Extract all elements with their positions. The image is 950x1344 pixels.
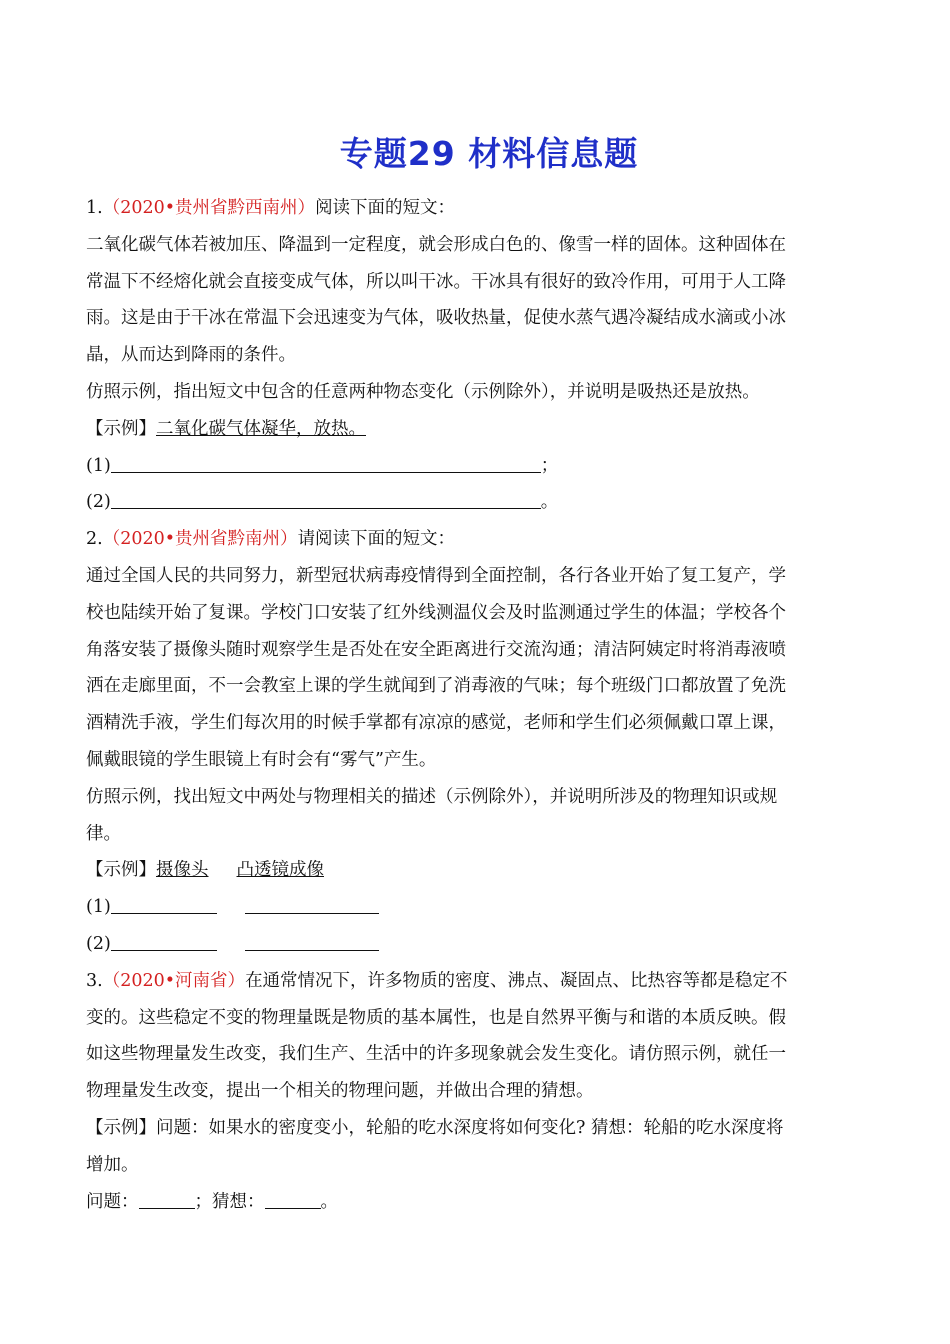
- q1-blank2-label: (2): [86, 492, 111, 513]
- q2-passage-line: 校也陆续开始了复课。学校门口安装了红外线测温仪会及时监测通过学生的体温；学校各个: [86, 602, 786, 623]
- q1-answer-1-blank[interactable]: [111, 452, 541, 473]
- q3-passage-line: 如这些物理量发生改变，我们生产、生活中的许多现象就会发生变化。请仿照示例，就任一: [86, 1044, 786, 1065]
- q1-example-label: 【示例】: [86, 418, 156, 439]
- q2-example-b: 凸透镜成像: [236, 860, 324, 881]
- document-body: [86, 190, 858, 1220]
- q2-example: [86, 852, 858, 889]
- q2-passage-line: 通过全国人民的共同努力，新型冠状病毒疫情得到全面控制，各行各业开始了复工复产，学: [86, 565, 786, 586]
- q3-example-text: 问题：如果水的密度变小，轮船的吃水深度将如何变化? 猜想：轮船的吃水深度将: [156, 1117, 784, 1138]
- q2-example-label: 【示例】: [86, 860, 156, 881]
- q2-passage-line: 角落安装了摄像头随时观察学生是否处在安全距离进行交流沟通；清洁阿姨定时将消毒液喷: [86, 639, 786, 660]
- q2-answer-2-description-blank[interactable]: [111, 930, 217, 951]
- q2-passage-line: 酒精洗手液，学生们每次用的时候手掌都有凉凉的感觉，老师和学生们必须佩戴口罩上课，: [86, 713, 786, 734]
- q1-number: 1.: [86, 198, 103, 218]
- q2-answer-2-knowledge-blank[interactable]: [245, 930, 379, 951]
- q3-passage-line: 变的。这些稳定不变的物理量既是物质的基本属性，也是自然界平衡与和谐的本质反映。假: [86, 1007, 786, 1028]
- q2-blank2-label: (2): [86, 933, 111, 954]
- q3-number: 3.: [86, 970, 103, 991]
- q2-header: [86, 521, 858, 558]
- q3-answer: [86, 1184, 858, 1221]
- q3-example-cont: 增加。: [86, 1154, 139, 1175]
- q2-instruction-line: 律。: [86, 823, 121, 844]
- q1-example-text: 二氧化碳气体凝华，放热。: [156, 418, 366, 439]
- q1-blank1-end: ；: [540, 455, 559, 476]
- q1-source: （2020•贵州省黔西南州）: [102, 198, 316, 218]
- q2-answer-1-knowledge-blank[interactable]: [245, 893, 379, 914]
- q3-source: （2020•河南省）: [102, 970, 246, 991]
- q2-number: 2.: [86, 529, 103, 550]
- q1-answer-1: [86, 448, 858, 485]
- q3-example: [86, 1110, 858, 1147]
- q3-answer-end: 。: [320, 1191, 338, 1212]
- q1-answer-2: [86, 484, 858, 521]
- q1-passage-line: 晶，从而达到降雨的条件。: [86, 345, 296, 366]
- q1-example: [86, 411, 858, 448]
- page-title: 专题29 材料信息题: [339, 134, 639, 173]
- q1-passage-line: 常温下不经熔化就会直接变成气体，所以叫干冰。干冰具有很好的致冷作用，可用于人工降: [86, 271, 786, 292]
- q2-instruction-line: 仿照示例，找出短文中两处与物理相关的描述（示例除外），并说明所涉及的物理知识或规: [86, 786, 778, 807]
- q1-blank2-end: 。: [540, 492, 559, 513]
- q3-passage-line: 物理量发生改变，提出一个相关的物理问题，并做出合理的猜想。: [86, 1081, 594, 1102]
- q2-answer-1: [86, 889, 858, 926]
- q3-question-blank[interactable]: [139, 1188, 195, 1209]
- q2-blank1-label: (1): [86, 897, 111, 918]
- q3-guess-blank[interactable]: [265, 1188, 321, 1209]
- q1-blank1-label: (1): [86, 455, 111, 476]
- q2-source: （2020•贵州省黔南州）: [102, 529, 298, 550]
- q2-example-a: 摄像头: [156, 860, 209, 881]
- q1-passage-line: 二氧化碳气体若被加压、降温到一定程度，就会形成白色的、像雪一样的固体。这种固体在: [86, 234, 786, 255]
- q2-answer-2: [86, 926, 858, 963]
- q1-passage-line: 雨。这是由于干冰在常温下会迅速变为气体，吸收热量，促使水蒸气遇冷凝结成水滴或小冰: [86, 308, 786, 329]
- q1-answer-2-blank[interactable]: [111, 488, 541, 509]
- q1-intro: 阅读下面的短文：: [315, 198, 456, 218]
- q3-passage-first: 在通常情况下，许多物质的密度、沸点、凝固点、比热容等都是稳定不: [245, 970, 788, 991]
- q2-passage-line: 洒在走廊里面，不一会教室上课的学生就闻到了消毒液的气味；每个班级门口都放置了免洗: [86, 676, 786, 697]
- q2-answer-1-description-blank[interactable]: [111, 893, 217, 914]
- q3-example-label: 【示例】: [86, 1117, 156, 1138]
- q1-instruction: 仿照示例，指出短文中包含的任意两种物态变化（示例除外），并说明是吸热还是放热。: [86, 381, 760, 402]
- q3-question-label: 问题：: [86, 1191, 139, 1212]
- q3-guess-label: ；猜想：: [194, 1191, 265, 1212]
- q3-header: [86, 963, 858, 1000]
- q2-passage-line: 佩戴眼镜的学生眼镜上有时会有“雾气”产生。: [86, 749, 437, 770]
- q1-header: [86, 190, 858, 227]
- q2-intro: 请阅读下面的短文：: [297, 529, 456, 550]
